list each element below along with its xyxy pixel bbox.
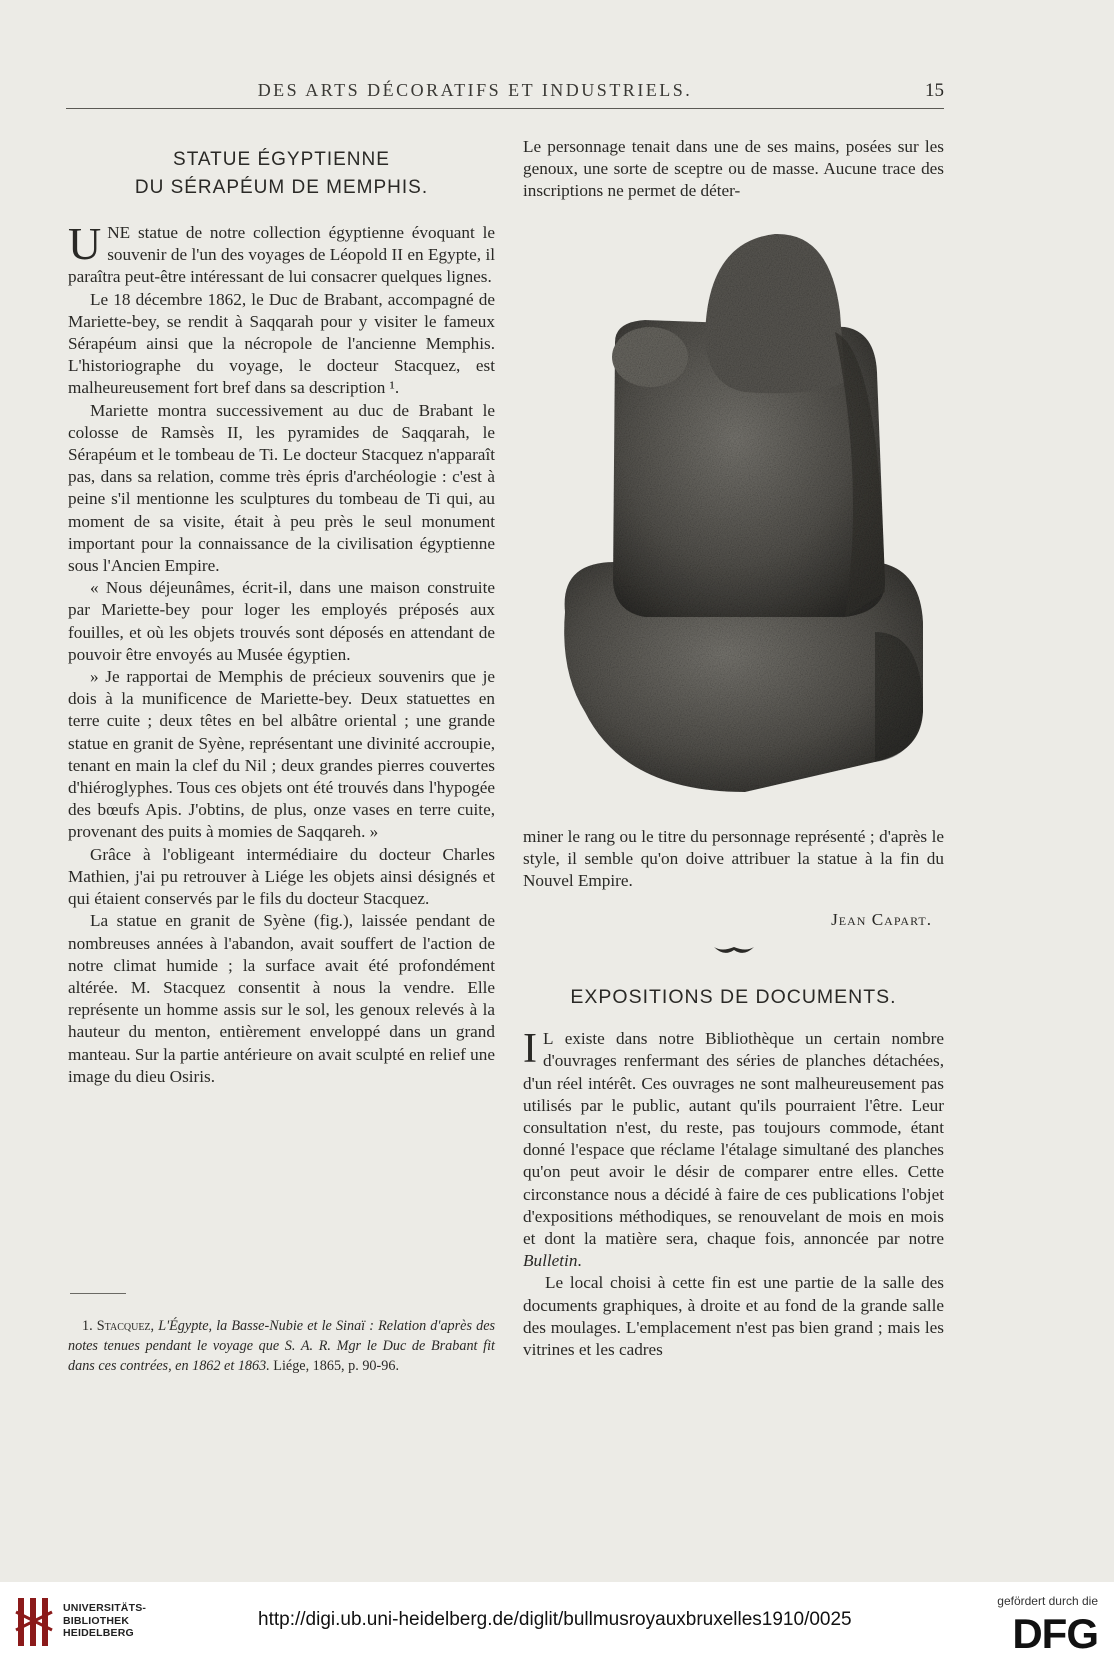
section-paragraph-1: I L existe dans notre Bibliothèque un certain nombre d'ouvrages renfermant des séries de planches détachées, d'un réel intérêt. Ces ouvrages ne sont malheureusement pas utilisés par le public, autant qu'ils pourraient l'être. Leur consultation n'est, du reste, pas toujours commode, étant donné l'espace que réclame l'étalage simultané des planches qu'on peut avoir le désir de comparer entre elles. Cette circonstance nous a décidé à faire de ces publications l'objet d'expositions méthodiques, se renouvelant de mois en mois et dont la matière sera, chaque fois, annoncée par notre Bulletin. (523, 1026, 944, 1271)
library-name: UNIVERSITÄTS- BIBLIOTHEK HEIDELBERG (63, 1602, 147, 1639)
statue-figure (545, 232, 935, 802)
paragraph-continued: Le personnage tenait dans une de ses mains, posées sur les genoux, une sorte de sceptre ou de masse. Aucune trace des inscriptions ne permet de déter- (523, 137, 944, 201)
library-logo-icon (12, 1592, 56, 1652)
paragraph-4: « Nous déjeunâmes, écrit-il, dans une maison construite par Mariette-bey pour loger les employés préposés aux fouilles, et où les objets trouvés sont déposés en attendant de pouvoir être envoyés au Musée égyptien. (68, 578, 495, 664)
page-number: 15 (925, 80, 944, 101)
dfg-logo: DFG (1012, 1610, 1098, 1657)
article-title (68, 146, 495, 202)
paragraph-7: La statue en granit de Syène (fig.), laissée pendant de nombreuses années à l'abandon, avait souffert de l'action de notre climat humide ; la surface avait été profondément altérée. M. Stacquez consentit à nous la vendre. Elle représente un homme assis sur le sol, les genoux relevés à la hauteur du menton, entièrement enveloppé dans un grand manteau. Sur la partie antérieure on avait sculpté en relief une image du dieu Osiris. (68, 911, 495, 1086)
running-title: DES ARTS DÉCORATIFS ET INDUSTRIELS. (257, 80, 693, 100)
statue-image (545, 232, 935, 802)
paragraph-6: Grâce à l'obligeant intermédiaire du docteur Charles Mathien, j'ai pu retrouver à Liége les objets ainsi désignés et qui étaient conservés par le fils du docteur Stacquez. (68, 844, 495, 909)
running-header (66, 78, 944, 109)
dropcap: I (523, 1026, 537, 1073)
funding-label: gefördert durch die (997, 1594, 1098, 1608)
article-title-line1: STATUE ÉGYPTIENNE (173, 149, 390, 170)
right-column-top (523, 136, 944, 203)
right-column-continued (523, 826, 944, 957)
article-title-line2: DU SÉRAPÉUM DE MEMPHIS. (134, 177, 429, 198)
paragraph-end: miner le rang ou le titre du personnage représenté ; d'après le style, il semble qu'on doive attribuer la statue à la fin du Nouvel Empire. (523, 827, 944, 891)
section-paragraph-2: Le local choisi à cette fin est une partie de la salle des documents graphiques, à droite et au fond de la grande salle des moulages. L'emplacement n'est pas bien grand ; mais les vitrines et les cadres (523, 1273, 944, 1360)
digitization-footer (0, 1582, 1114, 1662)
footnote-rule (70, 1293, 126, 1294)
paragraph-1: UNE statue de notre collection égyptienne évoquant le souvenir de l'un des voyages de Léopold II en Egypte, il paraîtra peut-être intéressant de lui consacrer quelques lignes. (68, 218, 495, 287)
paragraph-2: Le 18 décembre 1862, le Duc de Brabant, accompagné de Mariette-bey, se rendit à Saqqarah pour y visiter le fameux Sérapéum ainsi que la nécropole de l'ancienne Memphis. L'historiographe du voyage, le docteur Stacquez, est malheureusement fort bref dans sa description ¹. (68, 289, 495, 398)
paragraph-5: » Je rapportai de Memphis de précieux souvenirs que je dois à la munificence de Mariette-bey. Deux statuettes en terre cuite ; deux têtes en bel albâtre oriental ; une grande statue en granit de Syène, représentant une divinité accroupie, tenant en main la clef du Nil ; deux grandes pierres couvertes d'hiéroglyphes. Tous ces objets ont été trouvés dans l'hypogée des bœufs Apis. J'obtins, de plus, onze vases en terre cuite, provenant des puits à momies de Saqqareh. » (68, 667, 495, 842)
footnote: 1. Stacquez, L'Égypte, la Basse-Nubie et le Sinaï : Relation d'après des notes tenues pendant le voyage que S. A. R. Mgr le Duc de Brabant fit dans ces contrées, en 1862 et 1863. Liége, 1865, p. 90-96. (68, 1318, 496, 1374)
source-url-link[interactable]: http://digi.ub.uni-heidelberg.de/diglit/bullmusroyauxbruxelles1910/0025 (258, 1609, 852, 1630)
dropcap: U (68, 218, 102, 269)
author-signature: Jean Capart. (831, 909, 932, 929)
article-expositions (523, 986, 944, 1361)
paragraph-3: Mariette montra successivement au duc de Brabant le colosse de Ramsès II, les pyramides de Saqqarah, le Sérapéum et le tombeau de Ti. Le docteur Stacquez n'apparaît pas, dans sa relation, comme très épris d'archéologie : c'est à peine s'il mentionne les sculptures du tombeau de Ti qui, au moment de sa visite, était à peu près le seul monument important pour la connaissance de la civilisation égyptienne sous l'Ancien Empire. (68, 400, 495, 576)
ornament-icon (523, 941, 944, 957)
section-title: EXPOSITIONS DE DOCUMENTS. (570, 986, 897, 1008)
left-column (68, 146, 495, 1088)
